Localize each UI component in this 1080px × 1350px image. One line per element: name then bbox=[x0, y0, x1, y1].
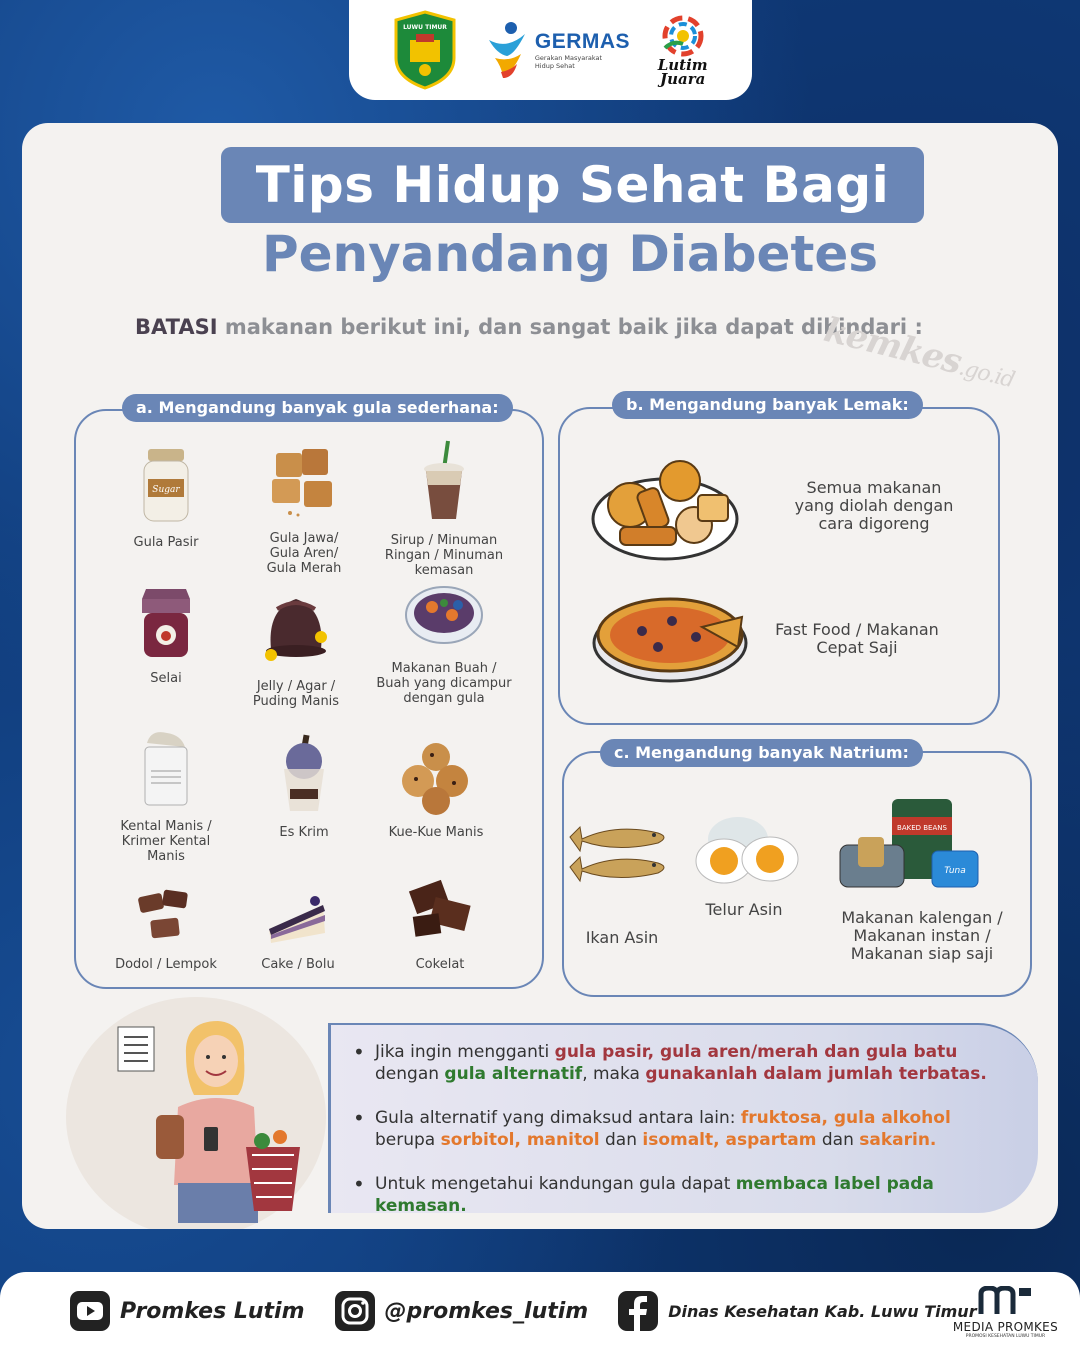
item-cake bbox=[236, 885, 360, 972]
footer bbox=[0, 1272, 1080, 1350]
drink-cup-icon bbox=[418, 439, 470, 523]
chocolate-icon bbox=[402, 875, 478, 947]
sugar-panel-tag: a. Mengandung banyak gula sederhana: bbox=[122, 394, 513, 422]
tip2-text-c: berupa bbox=[375, 1130, 441, 1150]
watermark-main: kemkes bbox=[820, 309, 966, 383]
sodium-label-telur-asin: Telur Asin bbox=[705, 900, 783, 919]
infographic-card bbox=[22, 123, 1058, 1229]
lutim-emblem-icon bbox=[657, 14, 709, 58]
lutim-line1: Lutim bbox=[657, 56, 708, 74]
subtitle bbox=[135, 315, 923, 339]
fat-label-fried: Semua makanan yang diolah dengan cara digoreng bbox=[794, 478, 954, 533]
cookies-icon bbox=[396, 743, 476, 815]
media-promkes-logo bbox=[953, 1286, 1058, 1339]
label-kental-manis: Kental Manis / Krimer Kental Manis bbox=[120, 819, 212, 864]
sugar-jar-icon bbox=[136, 445, 196, 525]
label-gula-jawa: Gula Jawa/ Gula Aren/ Gula Merah bbox=[266, 531, 342, 576]
tips-list bbox=[353, 1041, 993, 1229]
lutim-wordmark bbox=[658, 58, 708, 86]
item-selai bbox=[106, 585, 226, 686]
media-promkes-subtitle: PROMOSI KESEHATAN LUWU TIMUR bbox=[965, 1334, 1046, 1339]
fried-food-plate-icon bbox=[590, 453, 740, 563]
germas-subtitle: Gerakan Masyarakat Hidup Sehat bbox=[534, 54, 603, 70]
logo-bar bbox=[349, 0, 752, 100]
label-kue-kue: Kue-Kue Manis bbox=[388, 825, 484, 840]
tip2-highlight-h: sakarin. bbox=[859, 1130, 937, 1150]
salted-fish-icon bbox=[566, 821, 672, 887]
facebook-link[interactable] bbox=[616, 1289, 976, 1333]
label-selai: Selai bbox=[150, 671, 182, 686]
item-jelly bbox=[234, 589, 358, 709]
label-dodol: Dodol / Lempok bbox=[115, 957, 217, 972]
watermark-suffix: .go.id bbox=[956, 355, 1017, 394]
condensed-milk-can-icon bbox=[141, 727, 191, 809]
svg-text:BAKED BEANS: BAKED BEANS bbox=[897, 824, 947, 832]
svg-text:Sugar: Sugar bbox=[152, 485, 180, 495]
pizza-icon bbox=[592, 587, 748, 683]
item-makanan-buah bbox=[368, 585, 520, 706]
tip2-highlight-b: fruktosa, gula alkohol bbox=[740, 1108, 951, 1128]
germas-logo bbox=[485, 20, 630, 80]
tip2-text-a: Gula alternatif yang dimaksud antara lain: bbox=[375, 1108, 741, 1128]
brown-sugar-blocks-icon bbox=[268, 445, 340, 521]
item-gula-jawa bbox=[244, 445, 364, 576]
sodium-label-ikan-asin: Ikan Asin bbox=[585, 928, 659, 947]
tip1-text-c: dengan bbox=[375, 1064, 445, 1084]
sodium-panel-tag: c. Mengandung banyak Natrium: bbox=[600, 739, 923, 767]
tip1-text-a: Jika ingin mengganti bbox=[375, 1042, 555, 1062]
luwu-timur-emblem bbox=[392, 10, 458, 90]
label-makanan-buah: Makanan Buah / Buah yang dicampur dengan gula bbox=[376, 661, 512, 706]
facebook-name: Dinas Kesehatan Kab. Luwu Timur bbox=[668, 1301, 977, 1321]
fat-panel-tag: b. Mengandung banyak Lemak: bbox=[612, 391, 923, 419]
jam-jar-icon bbox=[136, 585, 196, 661]
ice-cream-cup-icon bbox=[276, 733, 332, 815]
youtube-icon bbox=[68, 1289, 112, 1333]
tip1-highlight-sugars: gula pasir, gula aren/merah dan gula batu bbox=[554, 1042, 958, 1062]
title-line2: Penyandang Diabetes bbox=[261, 225, 879, 283]
item-dodol bbox=[106, 885, 226, 972]
media-promkes-mark-icon bbox=[975, 1286, 1035, 1316]
label-jelly: Jelly / Agar / Puding Manis bbox=[252, 679, 340, 709]
item-es-krim bbox=[244, 733, 364, 840]
label-es-krim: Es Krim bbox=[279, 825, 329, 840]
item-kue-kue bbox=[376, 743, 496, 840]
label-gula-pasir: Gula Pasir bbox=[133, 535, 199, 550]
item-cokelat bbox=[380, 875, 500, 972]
canned-food-icon bbox=[836, 797, 986, 893]
facebook-icon bbox=[616, 1289, 660, 1333]
woman-shopping-illustration bbox=[134, 1015, 304, 1225]
label-cokelat: Cokelat bbox=[415, 957, 465, 972]
pudding-icon bbox=[257, 589, 335, 669]
subtitle-emphasis: BATASI bbox=[135, 315, 218, 339]
tip3-highlight-label: membaca label pada kemasan. bbox=[375, 1174, 934, 1216]
fat-label-fast-food: Fast Food / Makanan Cepat Saji bbox=[775, 620, 939, 657]
instagram-icon bbox=[333, 1289, 377, 1333]
item-kental-manis bbox=[106, 727, 226, 864]
dodol-icon bbox=[131, 885, 201, 947]
youtube-handle: Promkes Lutim bbox=[120, 1298, 305, 1324]
tip2-highlight-d: sorbitol, manitol bbox=[440, 1130, 600, 1150]
tip1-highlight-limit: gunakanlah dalam jumlah terbatas. bbox=[645, 1064, 987, 1084]
tip1-highlight-alternative: gula alternatif bbox=[444, 1064, 583, 1084]
tip1-text-e: , maka bbox=[582, 1064, 646, 1084]
salted-egg-icon bbox=[688, 815, 802, 887]
tips-box bbox=[328, 1023, 1038, 1216]
germas-name: GERMAS bbox=[534, 30, 631, 53]
title-line1: Tips Hidup Sehat Bagi bbox=[255, 156, 890, 214]
tip-item-2 bbox=[353, 1107, 993, 1151]
tip-item-3 bbox=[353, 1173, 993, 1217]
svg-text:LUWU TIMUR: LUWU TIMUR bbox=[403, 24, 448, 31]
fruit-bowl-icon bbox=[404, 585, 484, 651]
tip2-text-e: dan bbox=[599, 1130, 643, 1150]
item-sirup bbox=[376, 439, 512, 578]
lutim-juara-logo bbox=[657, 14, 709, 86]
subtitle-rest: makanan berikut ini, dan sangat baik jika dapat dihindari : bbox=[217, 315, 923, 339]
label-cake: Cake / Bolu bbox=[261, 957, 335, 972]
youtube-link[interactable] bbox=[68, 1289, 305, 1333]
tip3-text-a: Untuk mengetahui kandungan gula dapat bbox=[375, 1174, 736, 1194]
tip-item-1 bbox=[353, 1041, 993, 1085]
lutim-line2: Juara bbox=[659, 70, 706, 88]
item-gula-pasir bbox=[106, 445, 226, 550]
label-sirup: Sirup / Minuman Ringan / Minuman kemasan bbox=[384, 533, 504, 578]
tip2-highlight-f: isomalt, aspartam bbox=[642, 1130, 817, 1150]
svg-text:Tuna: Tuna bbox=[944, 866, 966, 876]
media-promkes-name: MEDIA PROMKES bbox=[952, 1320, 1058, 1334]
tip2-text-g: dan bbox=[816, 1130, 860, 1150]
instagram-link[interactable] bbox=[333, 1289, 589, 1333]
title-banner bbox=[221, 147, 924, 223]
instagram-handle: @promkes_lutim bbox=[384, 1298, 589, 1324]
sodium-label-kalengan: Makanan kalengan / Makanan instan / Makanan siap saji bbox=[841, 908, 1003, 963]
cake-slice-icon bbox=[263, 885, 333, 947]
germas-icon bbox=[485, 20, 529, 80]
